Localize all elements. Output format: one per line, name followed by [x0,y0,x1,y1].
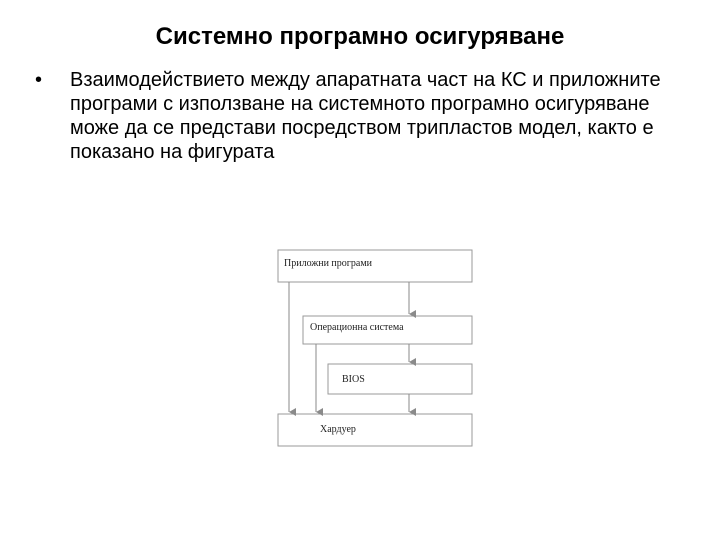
layer-model-diagram [270,240,480,450]
layer-box-hardware [278,414,472,446]
bullet-text: Взаимодействието между апаратната част на КС и приложните програми с използване на системното програмно осигуряване може да се представи посредством трипластов модел, както е показано на фигурата [70,69,661,163]
layer-label-bios: BIOS [342,374,365,385]
layer-label-hardware: Хардуер [320,424,356,435]
slide-title: Системно програмно осигуряване [155,23,565,50]
bullet-dot: • [35,69,43,91]
layer-label-applications: Приложни програми [284,258,372,269]
layer-label-operating-system: Операционна система [310,322,404,333]
bullet-item [35,68,675,164]
